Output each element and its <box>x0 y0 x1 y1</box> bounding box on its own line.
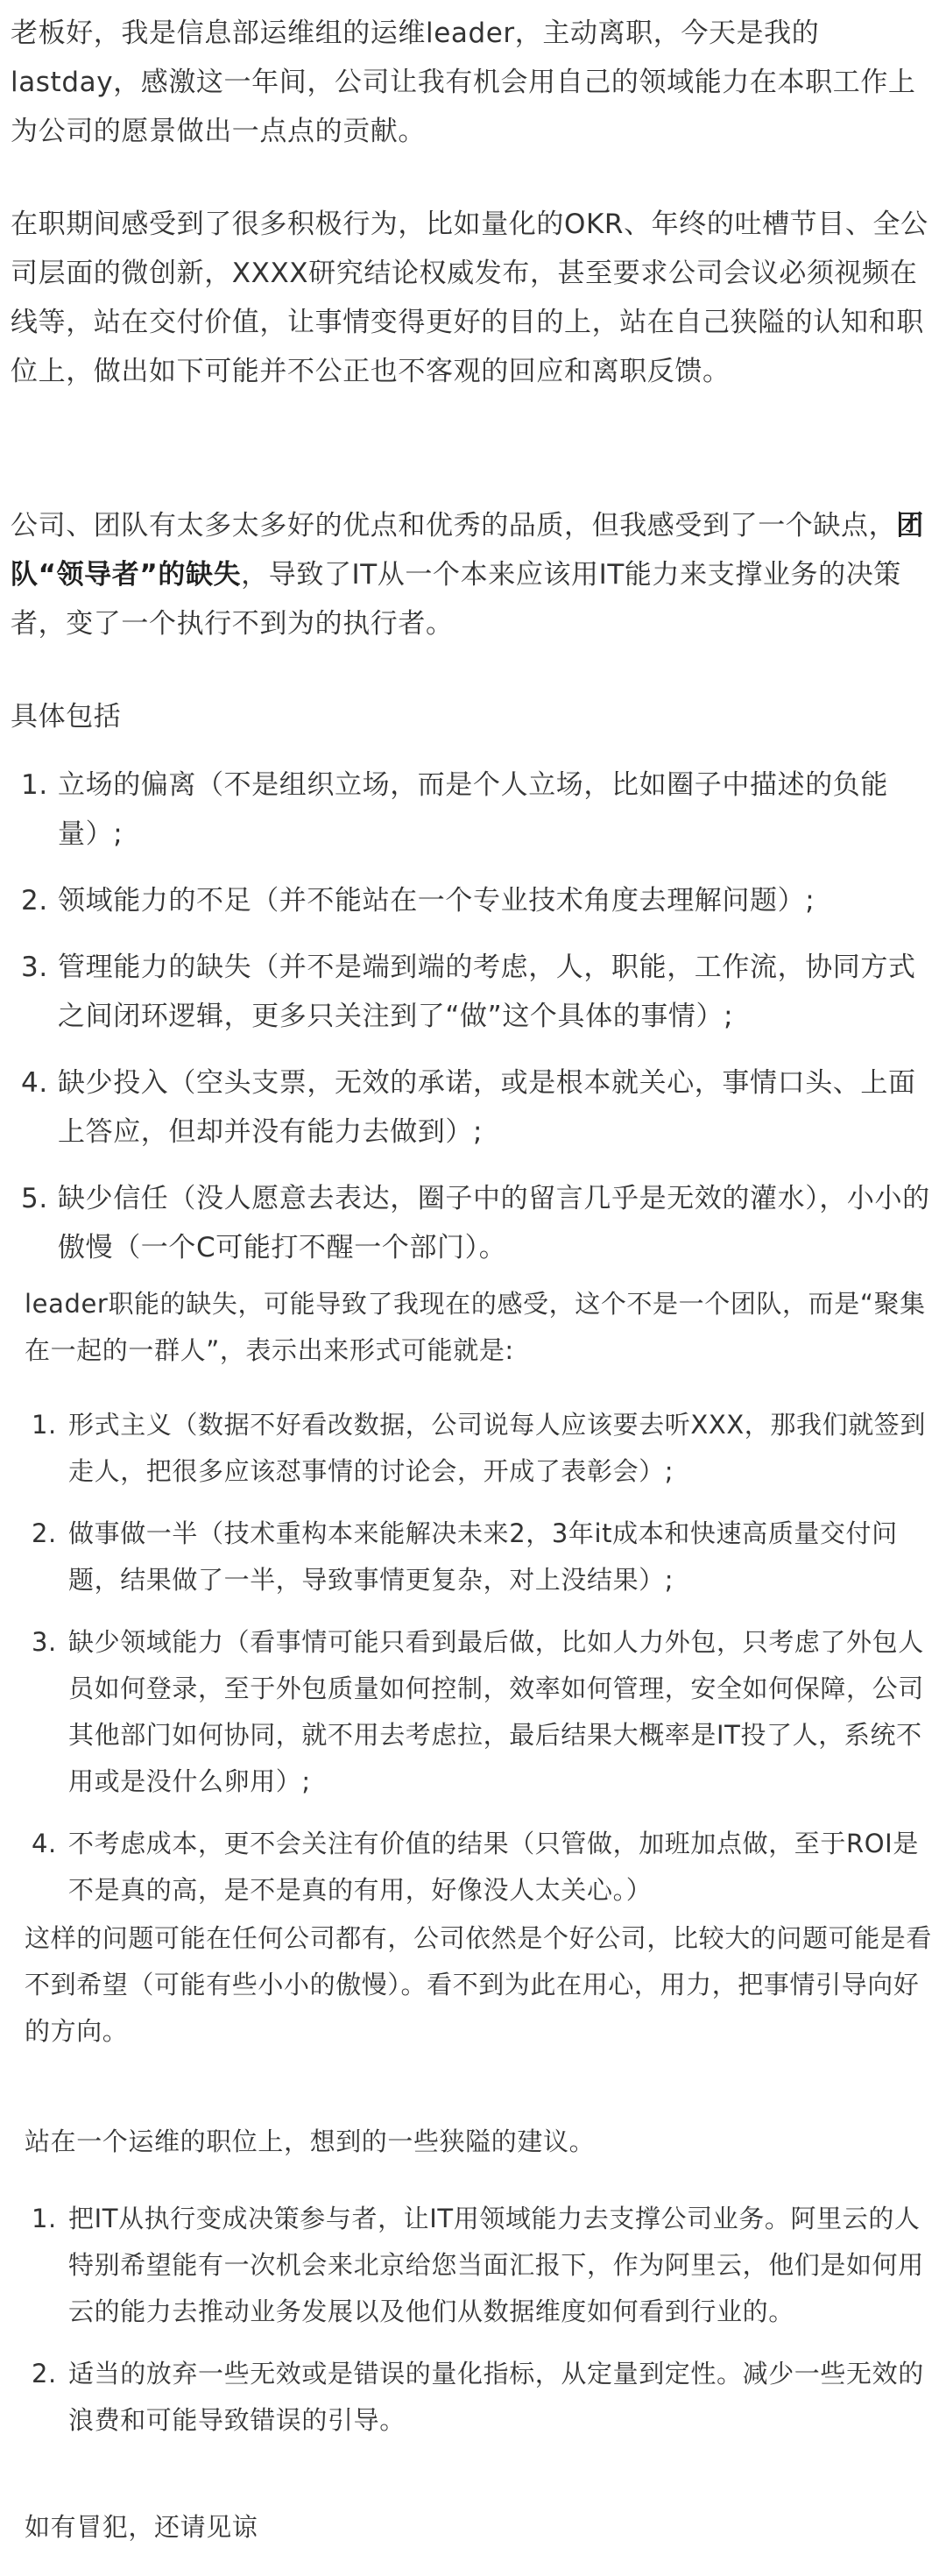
suggestions-list <box>0 2196 946 2444</box>
list-item-text: 缺少投入（空头支票，无效的承诺，或是根本就关心，事情口头、上面上答应，但却并没有能力去做到）; <box>58 1067 916 1148</box>
leadership-gap-tail: ，导致了IT从一个本来应该用IT能力来支撑业务的决策者，变了一个执行不到为的执行者。 <box>11 559 901 640</box>
leadership-gap-text <box>0 501 946 648</box>
list-item-number: 4. <box>21 1067 48 1099</box>
summary-text: 这样的问题可能在任何公司都有，公司依然是个好公司，比较大的问题可能是看不到希望（可能有些小小的傲慢）。看不到为此在用心，用力，把事情引导向好的方向。 <box>25 1923 933 2046</box>
symptoms-list <box>0 1402 946 1914</box>
leader-function-text: leader职能的缺失，可能导致了我现在的感受，这个不是一个团队，而是“聚集在一起的一群人”，表示出来形式可能就是: <box>25 1289 926 1365</box>
list-item-number: 1. <box>32 2204 57 2233</box>
paragraph-positive-behaviors <box>0 200 946 396</box>
issue-item <box>0 761 946 859</box>
symptom-item <box>0 1511 946 1603</box>
list-item-text: 缺少领域能力（看事情可能只看到最后做，比如人力外包，只考虑了外包人员如何登录，至于外包质量如何控制，效率如何管理，安全如何保障，公司其他部门如何协同，就不用去考虑拉，最后结果大概率是IT投了人，系统不用或是没什么卵用）; <box>68 1627 924 1796</box>
paragraph-summary <box>0 1915 946 2055</box>
list-item-text: 把IT从执行变成决策参与者，让IT用领域能力去支撑公司业务。阿里云的人特别希望能有一次机会来北京给您当面汇报下，作为阿里云，他们是如何用云的能力去推动业务发展以及他们从数据维度如何看到行业的。 <box>68 2204 924 2326</box>
list-issues <box>0 761 946 1290</box>
suggestions-heading: 站在一个运维的职位上，想到的一些狭隘的建议。 <box>25 2127 596 2156</box>
paragraph-leadership-gap <box>0 501 946 648</box>
list-symptoms <box>0 1402 946 1929</box>
list-item-number: 5. <box>21 1183 48 1214</box>
list-item-text: 做事做一半（技术重构本来能解决未来2，3年it成本和快速高质量交付问题，结果做了一半，导致事情更复杂，对上没结果）; <box>68 1518 898 1595</box>
paragraph-closing <box>0 2504 946 2551</box>
list-item-text: 领域能力的不足（并不能站在一个专业技术角度去理解问题）; <box>58 885 815 916</box>
suggestion-item <box>0 2351 946 2444</box>
symptom-item <box>0 1619 946 1805</box>
symptom-item <box>0 1821 946 1914</box>
specifics-heading: 具体包括 <box>11 701 122 732</box>
paragraph-greeting <box>0 9 946 156</box>
list-item-text: 缺少信任（没人愿意去表达，圈子中的留言几乎是无效的灌水），小小的傲慢（一个C可能打不醒一个部门）。 <box>58 1183 930 1263</box>
paragraph-leader-function <box>0 1281 946 1374</box>
issue-item <box>0 1174 946 1272</box>
list-item-number: 2. <box>32 1518 57 1548</box>
suggestion-item <box>0 2196 946 2335</box>
positive-behaviors-text: 在职期间感受到了很多积极行为，比如量化的OKR、年终的吐槽节目、全公司层面的微创新，XXXX研究结论权威发布，甚至要求公司会议必须视频在线等，站在交付价值，让事情变得更好的目的上，站在自己狭隘的认知和职位上，做出如下可能并不公正也不客观的回应和离职反馈。 <box>11 209 928 387</box>
issue-item <box>0 876 946 925</box>
list-item-text: 不考虑成本，更不会关注有价值的结果（只管做，加班加点做，至于ROI是不是真的高，是不是真的有用，好像没人太关心。） <box>68 1829 919 1905</box>
issues-list <box>0 761 946 1272</box>
list-item-number: 2. <box>21 885 48 916</box>
list-item-text: 管理能力的缺失（并不是端到端的考虑，人，职能，工作流，协同方式之间闭环逻辑，更多只关注到了“做”这个具体的事情）; <box>58 952 916 1032</box>
issue-item <box>0 943 946 1041</box>
list-item-number: 1. <box>32 1410 57 1440</box>
paragraph-specifics-heading <box>0 692 946 741</box>
list-item-number: 1. <box>21 769 48 801</box>
issue-item <box>0 1058 946 1157</box>
leadership-gap-lead: 公司、团队有太多太多好的优点和优秀的品质，但我感受到了一个缺点， <box>11 510 897 541</box>
list-item-number: 4. <box>32 1829 57 1858</box>
greeting-text: 老板好，我是信息部运维组的运维leader，主动离职，今天是我的lastday，感激这一年间，公司让我有机会用自己的领域能力在本职工作上为公司的愿景做出一点点的贡献。 <box>11 18 916 147</box>
list-item-number: 3. <box>32 1627 57 1657</box>
list-item-number: 2. <box>32 2359 57 2388</box>
leadership-gap-highlight: 团队“领导者”的缺失 <box>11 510 924 591</box>
symptom-item <box>0 1402 946 1495</box>
list-item-text: 形式主义（数据不好看改数据，公司说每人应该要去听XXX，那我们就签到走人，把很多应该怼事情的讨论会，开成了表彰会）; <box>68 1410 927 1486</box>
paragraph-suggestions-heading <box>0 2119 946 2165</box>
closing-text: 如有冒犯，还请见谅 <box>25 2512 258 2542</box>
list-item-number: 3. <box>21 952 48 983</box>
list-suggestions <box>0 2196 946 2459</box>
list-item-text: 适当的放弃一些无效或是错误的量化指标，从定量到定性。减少一些无效的浪费和可能导致错误的引导。 <box>68 2359 924 2435</box>
list-item-text: 立场的偏离（不是组织立场，而是个人立场，比如圈子中描述的负能量）; <box>58 769 888 850</box>
